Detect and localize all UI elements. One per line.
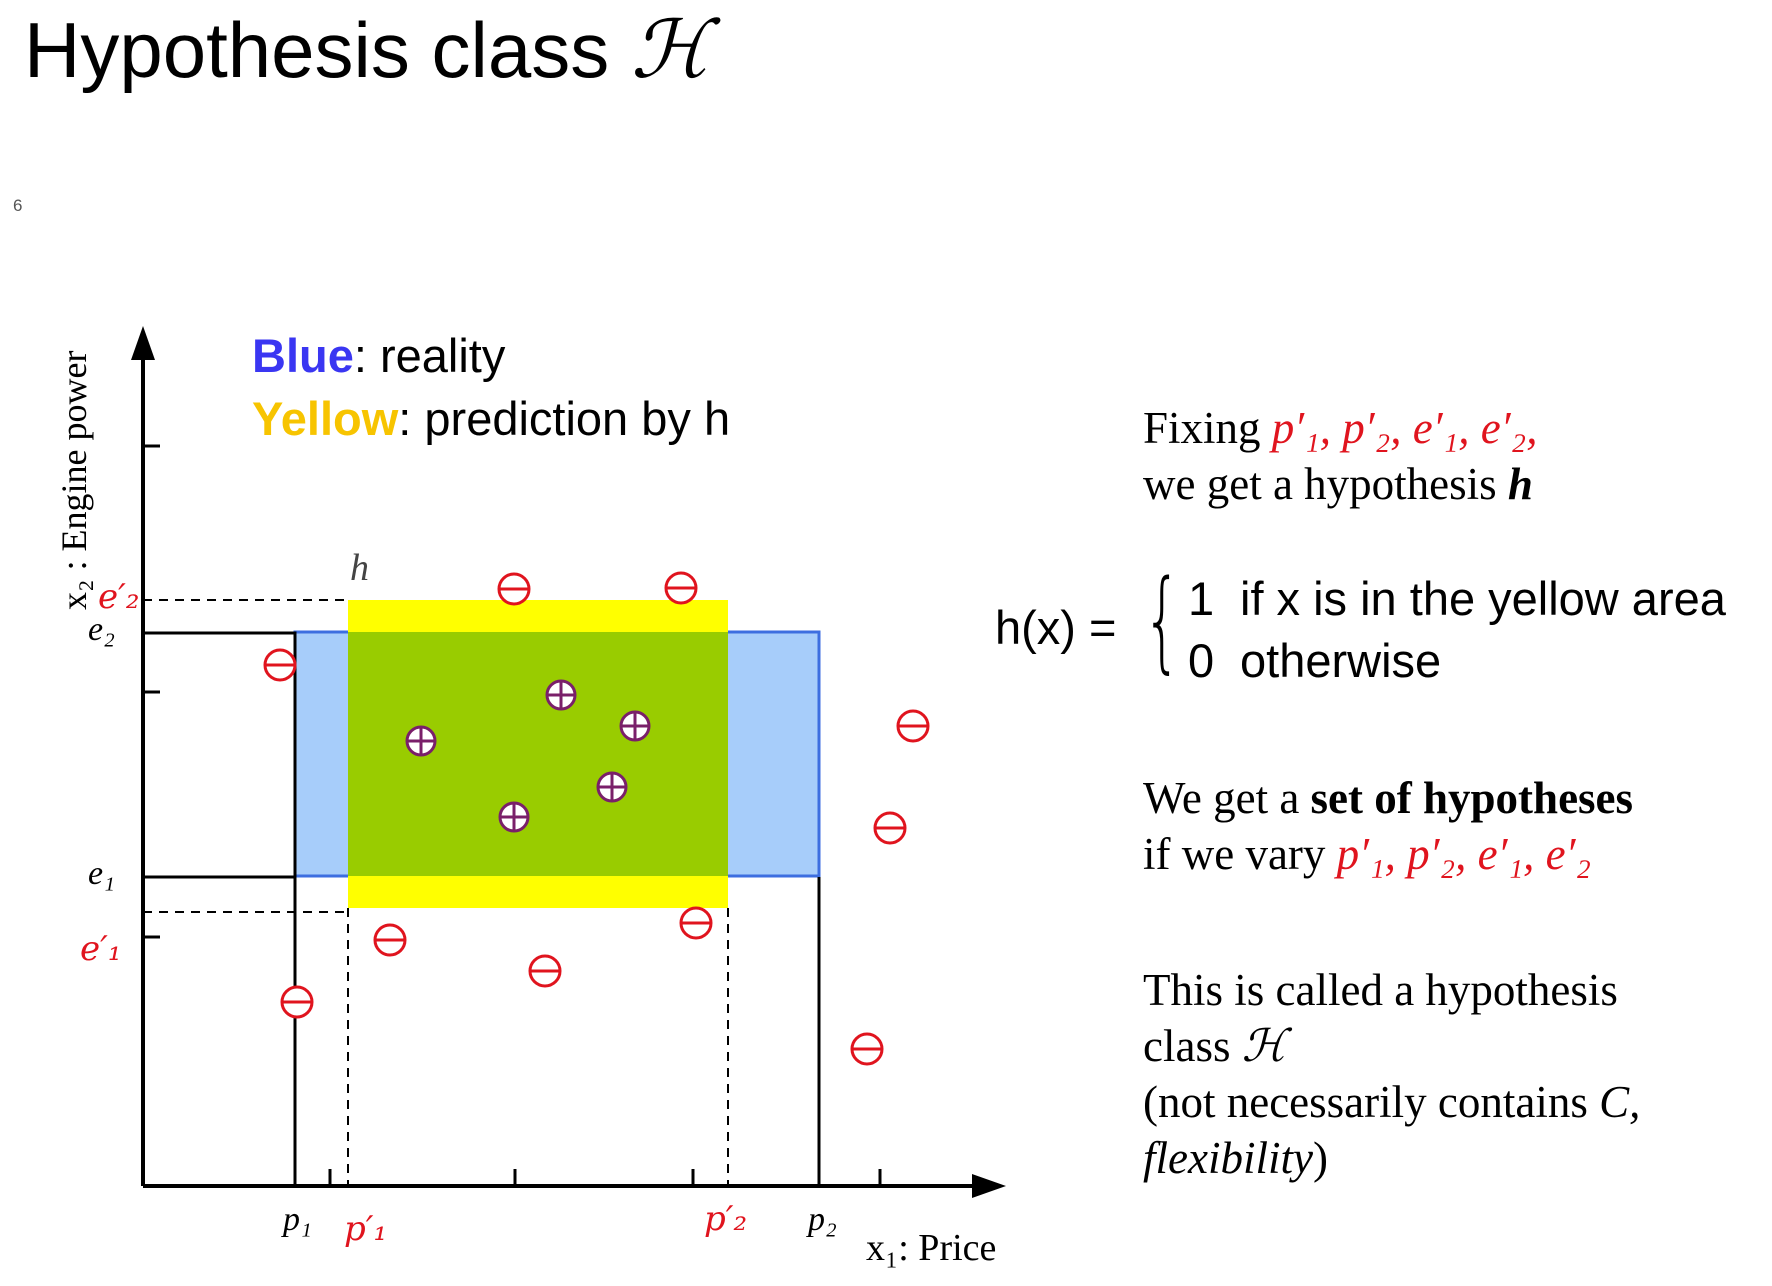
slide-number: 6 (13, 196, 23, 215)
set-of-hypotheses-text (1143, 770, 1633, 882)
case1-value: 1 (1188, 572, 1215, 625)
negative-point (282, 987, 312, 1017)
fix-line2-var: h (1507, 459, 1533, 509)
class-line2-prefix: class (1143, 1021, 1242, 1071)
class-line4-ital: flexibility (1143, 1133, 1313, 1183)
negative-point (898, 711, 928, 741)
class-line3-var: C, (1599, 1077, 1641, 1127)
positive-point (407, 727, 435, 755)
legend-yellow-text: : prediction by h (398, 392, 731, 445)
positive-point (547, 681, 575, 709)
set-params: p′₁, p′₂, e′₁, e′₂ (1336, 829, 1592, 879)
p2-label: p₂ (808, 1201, 837, 1238)
legend-yellow-key: Yellow (252, 392, 399, 445)
p1-prime-label: p′₁ (344, 1209, 388, 1249)
class-line3-prefix: (not necessarily contains (1143, 1077, 1600, 1127)
case0-condition: otherwise (1240, 634, 1442, 687)
e1-prime-label: e′₁ (80, 929, 122, 969)
title-text: Hypothesis class (24, 6, 631, 94)
fix-line2-prefix: we get a hypothesis (1143, 459, 1508, 509)
formula-brace: { (1143, 556, 1182, 684)
reality-guide-lines (143, 633, 295, 1186)
x-axis-label: x₁: Price (866, 1227, 997, 1269)
set-line1-bold: set of hypotheses (1310, 773, 1634, 823)
legend-reality (252, 328, 505, 383)
case1-condition: if x is in the yellow area (1240, 572, 1726, 625)
negative-point (375, 925, 405, 955)
formula-case-0 (1188, 633, 1441, 688)
negative-point (852, 1034, 882, 1064)
fix-line1-prefix: Fixing (1143, 403, 1272, 453)
negative-point (530, 956, 560, 986)
overlap-region (348, 632, 728, 876)
hypothesis-class-text (1143, 962, 1640, 1186)
class-line4-suffix: ) (1312, 1133, 1328, 1183)
class-line1: This is called a hypothesis (1143, 965, 1618, 1015)
title-symbol: ℋ (630, 3, 710, 96)
class-line2-symbol: ℋ (1241, 1019, 1287, 1072)
fix-params: p′₁, p′₂, e′₁, e′₂, (1271, 403, 1538, 453)
p2-prime-label: p′₂ (704, 1199, 748, 1239)
h-label: h (350, 547, 369, 589)
y-axis-arrowhead (131, 326, 155, 360)
positive-point (500, 803, 528, 831)
negative-point (681, 908, 711, 938)
legend-blue-text: : reality (353, 329, 506, 382)
negative-point (875, 813, 905, 843)
positive-point (621, 712, 649, 740)
negative-point (666, 573, 696, 603)
fixing-params-text (1143, 400, 1537, 512)
e1-label: e₁ (88, 855, 115, 892)
legend-prediction (252, 391, 730, 446)
case0-value: 0 (1188, 634, 1215, 687)
p1-label: p₁ (283, 1201, 312, 1238)
e2-prime-label: e′₂ (98, 577, 140, 617)
set-line2-prefix: if we vary (1143, 829, 1337, 879)
negative-point (265, 650, 295, 680)
e2-label: e₂ (88, 611, 115, 648)
formula-lhs: h(x) = (995, 601, 1117, 654)
positive-point (598, 773, 626, 801)
x-axis-arrowhead (972, 1174, 1006, 1198)
y-axis-label: x₂ : Engine power (54, 350, 94, 610)
negative-point (499, 574, 529, 604)
formula-case-1 (1188, 571, 1726, 626)
set-line1-prefix: We get a (1143, 773, 1311, 823)
legend-blue-key: Blue (252, 329, 354, 382)
